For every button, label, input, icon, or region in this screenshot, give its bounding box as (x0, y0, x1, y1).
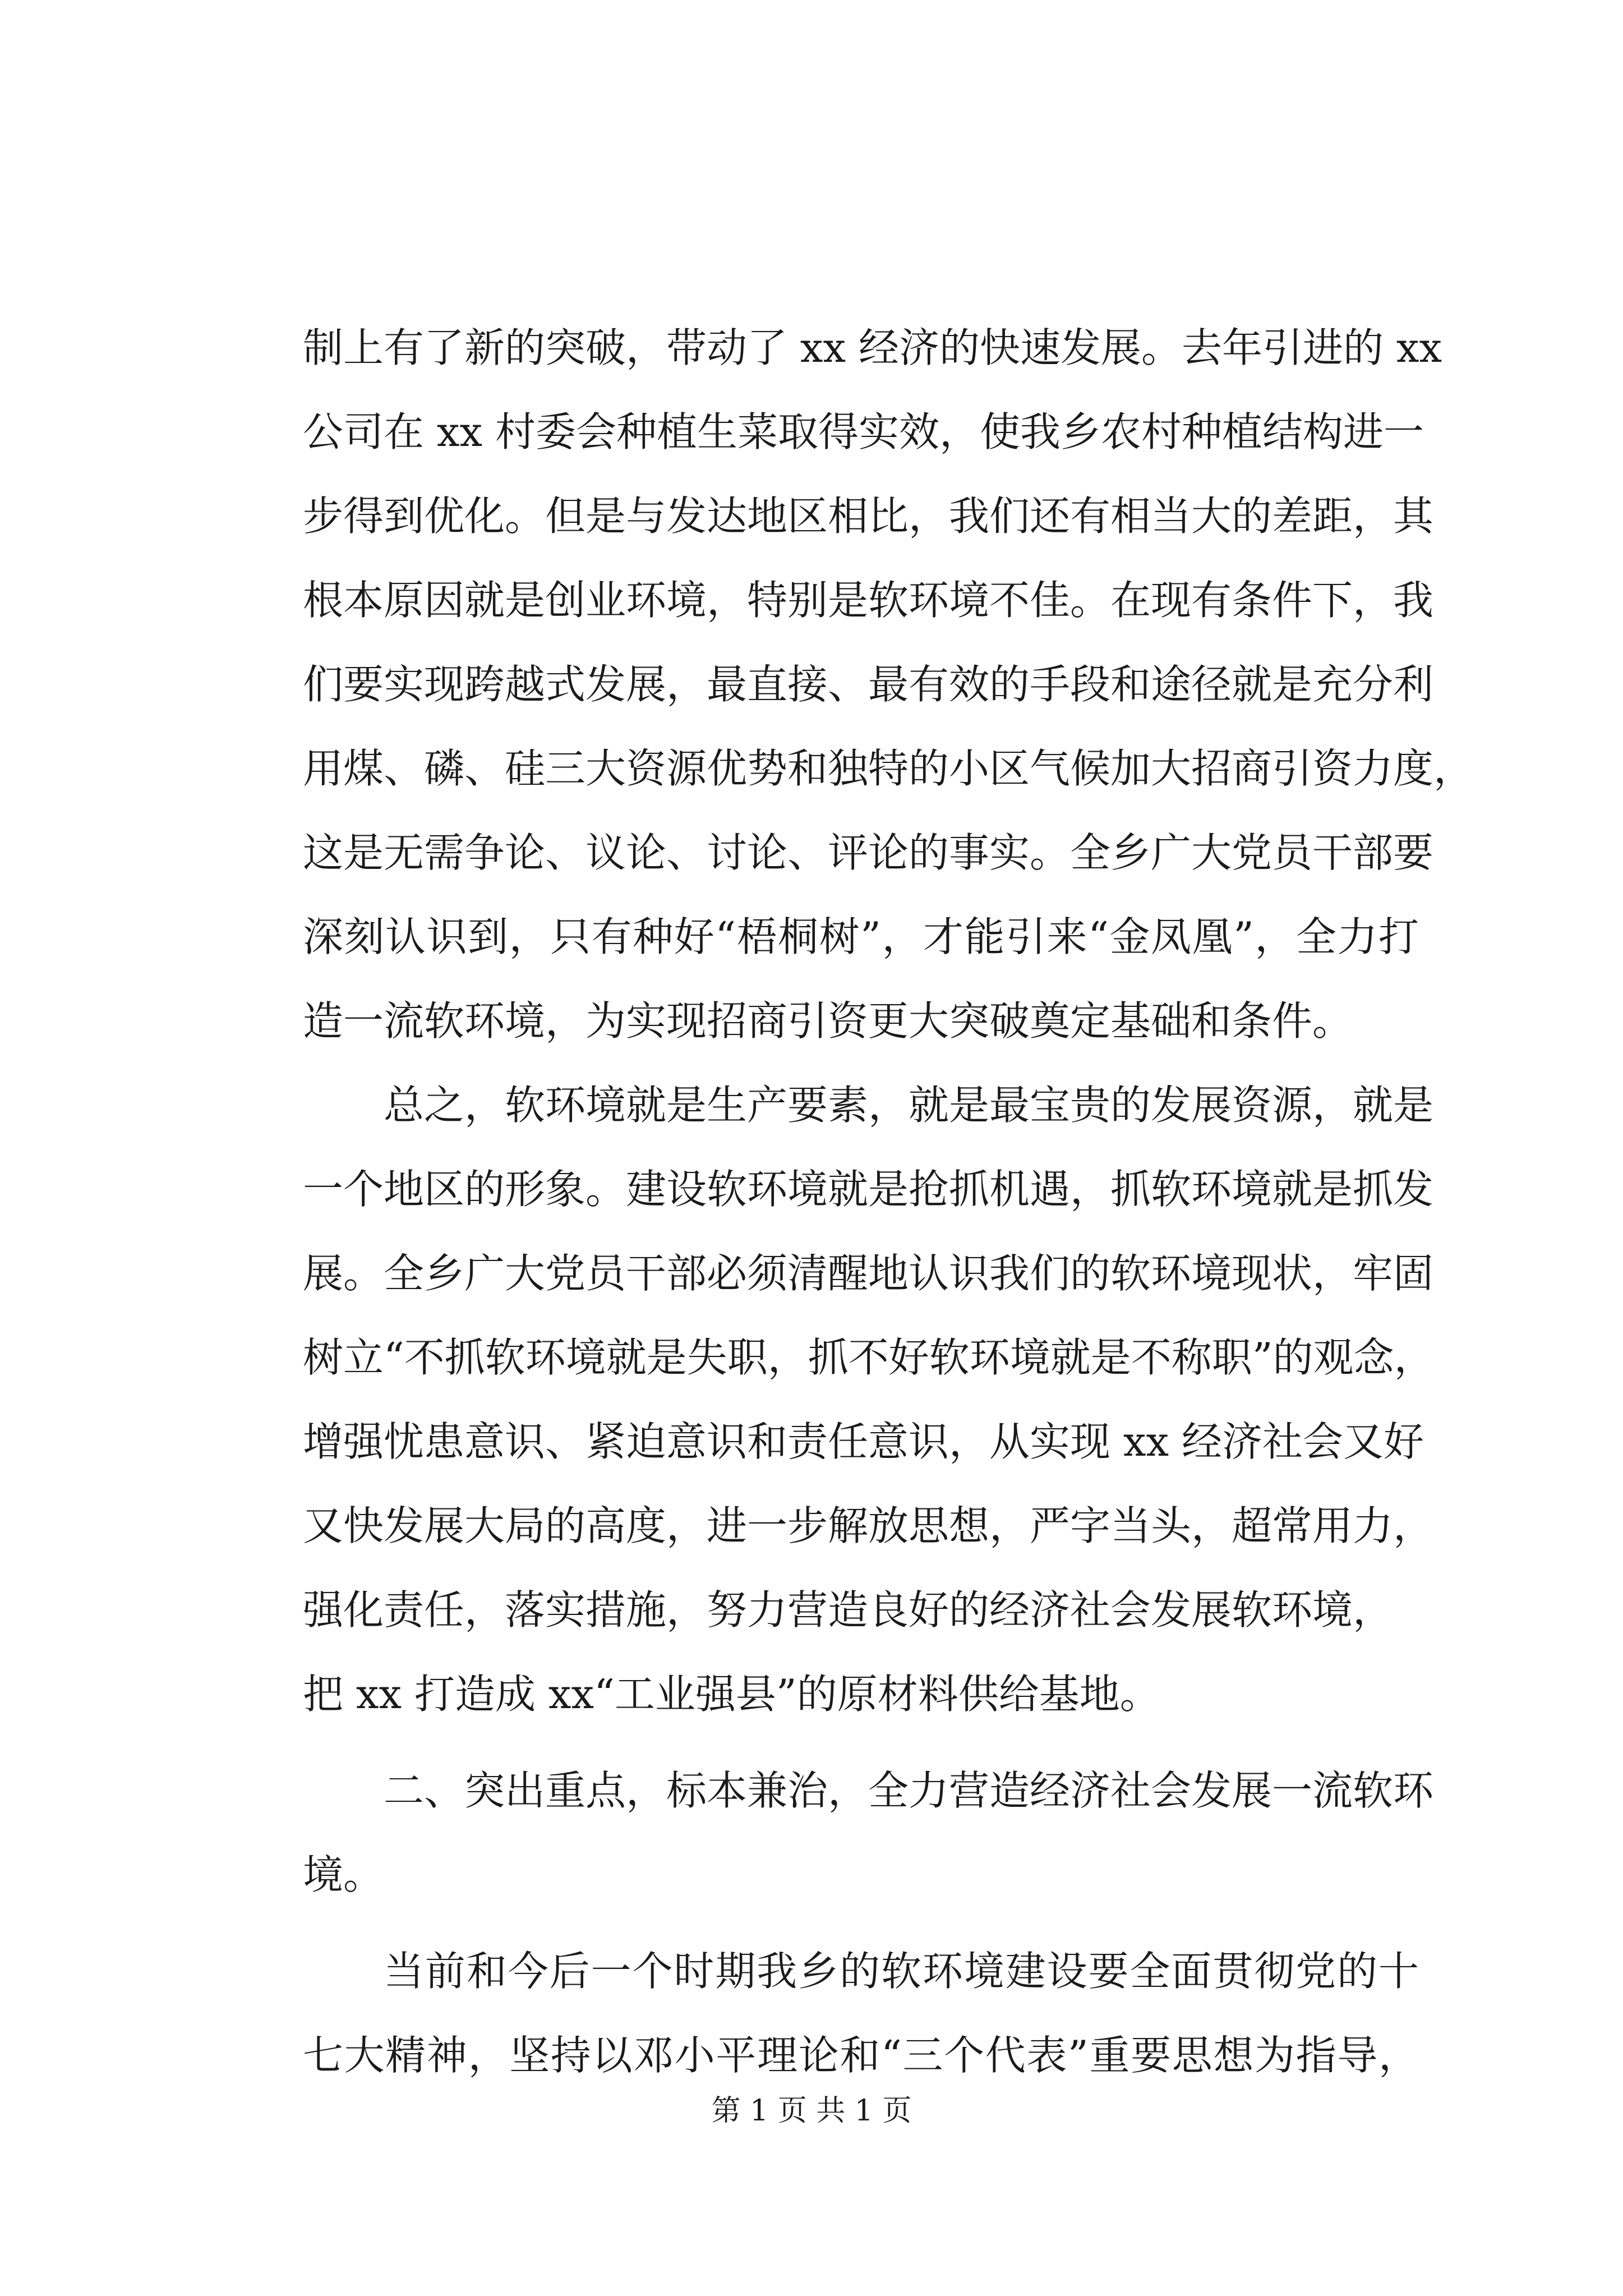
text-line: 总之，软环境就是生产要素，就是最宝贵的发展资源，就是 (384, 1082, 1434, 1129)
spacer (303, 1736, 1419, 1749)
text-line: 七大精神，坚持以邓小平理论和“三个代表”重要思想为指导， (303, 2032, 1419, 2079)
text-line: 根本原因就是创业环境，特别是软环境不佳。在现有条件下，我 (303, 577, 1434, 624)
text-line: 把 xx 打造成 xx“工业强县”的原材料供给基地。 (303, 1671, 1160, 1718)
text-line: 增强忧患意识、紧迫意识和责任意识，从实现 xx 经济社会又好 (303, 1418, 1424, 1465)
text-line: 展。全乡广大党员干部必须清醒地认识我们的软环境现状，牢固 (303, 1250, 1434, 1297)
document-body (303, 306, 1474, 2097)
text-line: 二、突出重点，标本兼治，全力营造经济社会发展一流软环 (384, 1767, 1434, 1814)
text-line: 又快发展大局的高度，进一步解放思想，严字当头，超常用力， (303, 1502, 1434, 1549)
text-line: 深刻认识到，只有种好“梧桐树”，才能引来“金凤凰”，全力打 (303, 913, 1419, 960)
spacer (303, 1917, 1419, 1929)
text-line: 这是无需争论、议论、讨论、评论的事实。全乡广大党员干部要 (303, 829, 1434, 876)
paragraph (303, 1063, 1435, 1736)
paragraph (303, 306, 1474, 1063)
page-number-footer: 第 1 页 共 1 页 (711, 2094, 912, 2128)
text-line: 用煤、磷、硅三大资源优势和独特的小区气候加大招商引资力度， (303, 745, 1474, 792)
text-line: 强化责任，落实措施，努力营造良好的经济社会发展软环境， (303, 1586, 1394, 1634)
text-line: 当前和今后一个时期我乡的软环境建设要全面贯彻党的十 (384, 1948, 1419, 1995)
text-line: 公司在 xx 村委会种植生菜取得实效，使我乡农村种植结构进一 (303, 408, 1424, 455)
text-line: 一个地区的形象。建设软环境就是抢抓机遇，抓软环境就是抓发 (303, 1166, 1434, 1213)
section-heading (303, 1749, 1434, 1917)
text-line: 们要实现跨越式发展，最直接、最有效的手段和途径就是充分利 (303, 661, 1434, 708)
text-line: 树立“不抓软环境就是失职，抓不好软环境就是不称职”的观念， (303, 1334, 1435, 1381)
text-line: 步得到优化。但是与发达地区相比，我们还有相当大的差距，其 (303, 493, 1434, 540)
text-line: 造一流软环境，为实现招商引资更大突破奠定基础和条件。 (303, 997, 1353, 1045)
paragraph (303, 1929, 1419, 2097)
text-line: 境。 (303, 1851, 384, 1898)
text-line: 制上有了新的突破，带动了 xx 经济的快速发展。去年引进的 xx (303, 324, 1442, 371)
